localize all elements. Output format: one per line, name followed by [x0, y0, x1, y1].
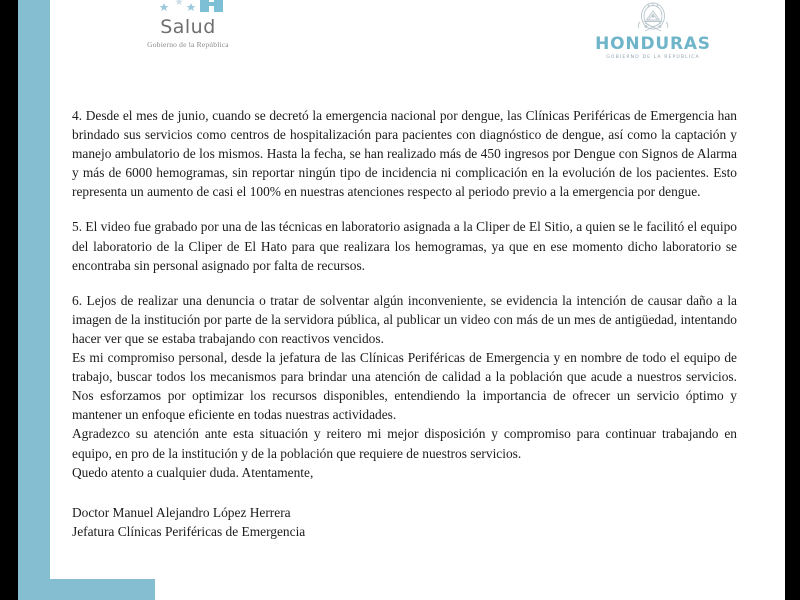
paragraph-closing: Agradezco su atención ante esta situación y reitero mi mejor disposición y compromiso para continuar trabajando en equipo, en pro de la institución y de la población que requiere de nuestros servicios. — [72, 426, 737, 461]
paragraph-commitment: Es mi compromiso personal, desde la jefatura de las Clínicas Periféricas de Emergencia y en nombre de todo el equipo de trabajo, buscar todos los mecanismos para brindar una atención de calidad a la población que acude a nuestros servicios. Nos esforzamos por optimizar los recursos disponibles, entendiendo la importancia de ofrecer un servicio óptimo y mantener un enfoque eficiente en todas nuestras actividades. — [72, 350, 737, 423]
letterbox-left-bar — [0, 0, 18, 600]
salud-logo — [128, 0, 248, 49]
signatory-name: Doctor Manuel Alejandro López Herrera — [72, 504, 291, 520]
paragraph-farewell: Quedo atento a cualquier duda. Atentamente, — [72, 464, 314, 480]
paragraph-item-6: 6. Lejos de realizar una denuncia o tratar de solventar algún inconveniente, se evidencia la intención de causar daño a la imagen de la institución por parte de la servidora pública, al publicar un video con más de un mes de antigüedad, intentando hacer ver que se estaba trabajando con reactivos vencidos. — [72, 292, 737, 346]
salud-logo-word: Salud — [160, 16, 216, 38]
document-body — [72, 106, 737, 541]
document-page — [18, 0, 785, 600]
signatory-title: Jefatura Clínicas Periféricas de Emergencia — [72, 523, 306, 539]
signature-block — [72, 503, 737, 541]
decorative-bottom-bar — [18, 579, 155, 600]
paragraph-item-4: 4. Desde el mes de junio, cuando se decretó la emergencia nacional por dengue, las Clínicas Periféricas de Emergencia han brindado sus servicios como centros de hospitalización para pacientes con diagnóstico de dengue, así como la captación y manejo ambulatorio de los mismos. Hasta la fecha, se han realizado más de 450 ingresos por Dengue con Signos de Alarma y más de 6000 hemogramas, sin reportar ningún tipo de incidencia ni complicación en la evolución de los pacientes. Esto representa un aumento de casi el 100% en nuestras atenciones respecto al periodo previo a la emergencia por dengue. — [72, 108, 737, 200]
honduras-coat-of-arms-icon — [578, 2, 728, 34]
honduras-logo-word: HONDURAS — [595, 34, 711, 54]
paragraph-item-5: 5. El video fue grabado por una de las técnicas en laboratorio asignada a la Cliper de El Sitio, a quien se le facilitó el equipo del laboratorio de la Cliper de El Hato para que realizara los hemogramas, ya que en ese momento dicho laboratorio se encontraba sin personal asignado por falta de recursos. — [72, 219, 737, 273]
letterbox-right-bar — [785, 0, 800, 600]
salud-ministry-logo-icon — [128, 0, 248, 16]
salud-logo-subtitle: Gobierno de la República — [147, 40, 229, 49]
document-header — [18, 0, 785, 92]
honduras-logo — [578, 2, 728, 60]
honduras-logo-subtitle: GOBIERNO DE LA REPÚBLICA — [606, 55, 700, 60]
